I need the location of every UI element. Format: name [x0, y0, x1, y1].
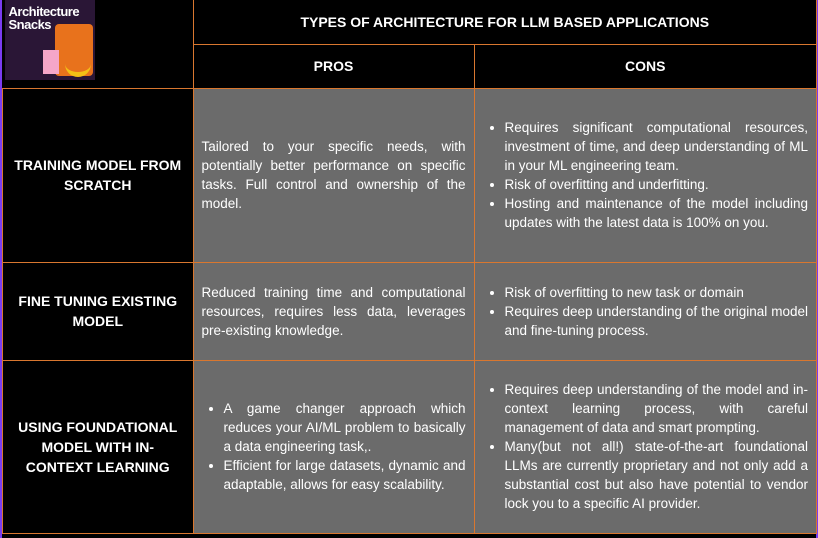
table-title: TYPES OF ARCHITECTURE FOR LLM BASED APPLICATIONS [193, 0, 817, 44]
column-header-pros: PROS [193, 44, 474, 88]
cons-cell [474, 262, 817, 360]
row-label: FINE TUNING EXISTING MODEL [3, 262, 194, 360]
table-row [3, 262, 817, 360]
pros-cell [193, 360, 474, 533]
cons-item: • Requires significant computational resources, investment of time, and deep understanding of ML in your ML engineering team. [505, 118, 809, 175]
row-label: USING FOUNDATIONAL MODEL WITH IN-CONTEXT LEARNING [3, 360, 194, 533]
cons-cell [474, 360, 817, 533]
logo-cell [3, 0, 194, 88]
pros-cell: Tailored to your specific needs, with potentially better performance on specific tasks. Full control and ownership of the model. [193, 88, 474, 262]
column-header-cons: CONS [474, 44, 817, 88]
pros-cell: Reduced training time and computational resources, requires less data, leverages pre-existing knowledge. [193, 262, 474, 360]
logo-text: Architecture Snacks [8, 4, 80, 32]
table-row [3, 360, 817, 533]
pros-item: • Efficient for large datasets, dynamic and adaptable, allows for easy scalability. [224, 456, 466, 494]
row-label: TRAINING MODEL FROM SCRATCH [3, 88, 194, 262]
cons-item: • Risk of overfitting to new task or domain [505, 283, 809, 302]
cons-cell [474, 88, 817, 262]
architecture-comparison-table [2, 0, 817, 534]
pros-item: • A game changer approach which reduces your AI/ML problem to basically a data engineering task,. [224, 399, 466, 456]
cons-item: • Risk of overfitting and underfitting. [505, 175, 809, 194]
cons-item: • Many(but not all!) state-of-the-art foundational LLMs are currently proprietary and not only add a substantial cost but also have potential to vendor lock you to a specific AI provider. [505, 437, 809, 513]
table-row [3, 88, 817, 262]
cons-item: • Requires deep understanding of the original model and fine-tuning process. [505, 302, 809, 340]
cons-item: • Hosting and maintenance of the model including updates with the latest data is 100% on you. [505, 194, 809, 232]
architecture-snacks-logo [5, 0, 95, 80]
cons-item: • Requires deep understanding of the model and in-context learning process, with careful management of data and smart prompting. [505, 380, 809, 437]
